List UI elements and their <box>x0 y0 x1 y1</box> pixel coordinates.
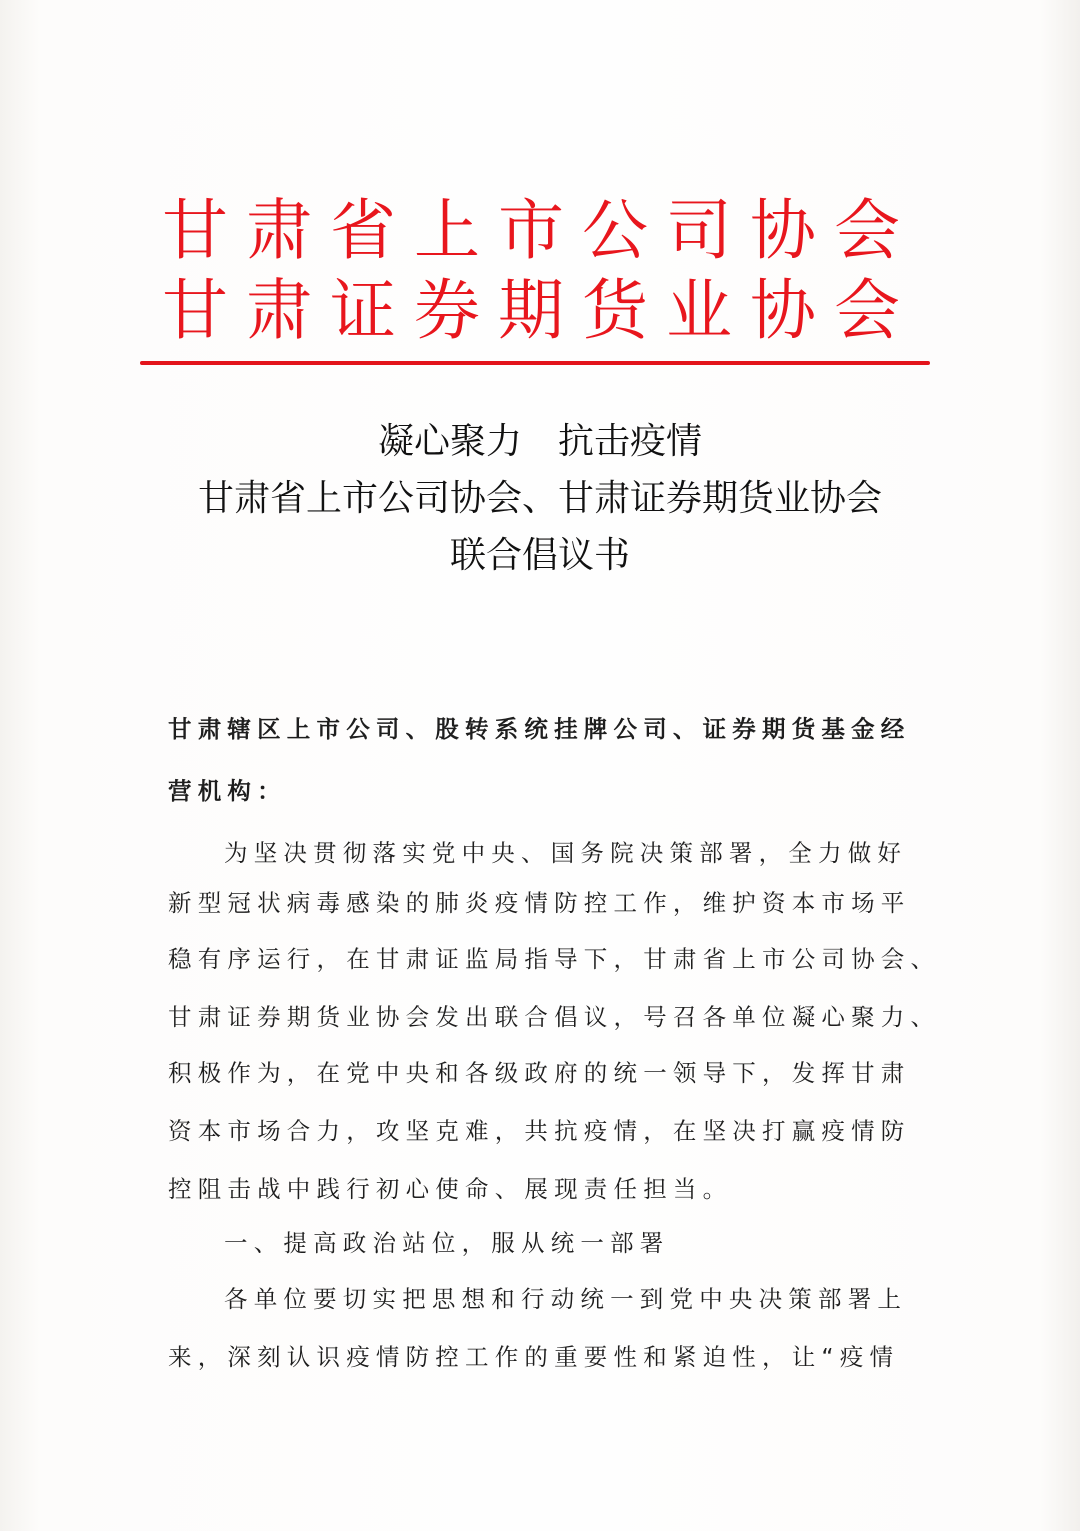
salutation-line-2: 营机构： <box>168 777 287 805</box>
salutation-line-1: 甘肃辖区上市公司、股转系统挂牌公司、证券期货基金经 <box>168 715 911 743</box>
body-line: 稳有序运行，在甘肃证监局指导下，甘肃省上市公司协会、 <box>168 945 941 973</box>
letterhead-line-1: 甘肃省上市公司协会 <box>162 192 918 269</box>
body-line: 来，深刻认识疫情防控工作的重要性和紧迫性，让“疫情 <box>168 1343 900 1371</box>
document-title-type: 联合倡议书 <box>449 535 630 576</box>
body-line: 资本市场合力，攻坚克难，共抗疫情，在坚决打赢疫情防 <box>168 1117 911 1145</box>
section-heading-1: 一、提高政治站位，服从统一部署 <box>224 1229 670 1257</box>
body-line: 为坚决贯彻落实党中央、国务院决策部署，全力做好 <box>224 839 908 867</box>
letterhead-divider <box>140 361 930 365</box>
document-title-slogan: 凝心聚力 抗击疫情 <box>377 421 702 462</box>
letterhead-line-2: 甘肃证券期货业协会 <box>162 272 918 349</box>
body-line: 各单位要切实把思想和行动统一到党中央决策部署上 <box>224 1285 908 1313</box>
body-line: 甘肃证券期货业协会发出联合倡议，号召各单位凝心聚力、 <box>168 1003 941 1031</box>
document-title-issuers: 甘肃省上市公司协会、甘肃证券期货业协会 <box>197 478 882 519</box>
body-line: 积极作为，在党中央和各级政府的统一领导下，发挥甘肃 <box>168 1059 911 1087</box>
body-line: 新型冠状病毒感染的肺炎疫情防控工作，维护资本市场平 <box>168 889 911 917</box>
body-line: 控阻击战中践行初心使命、展现责任担当。 <box>168 1175 733 1203</box>
